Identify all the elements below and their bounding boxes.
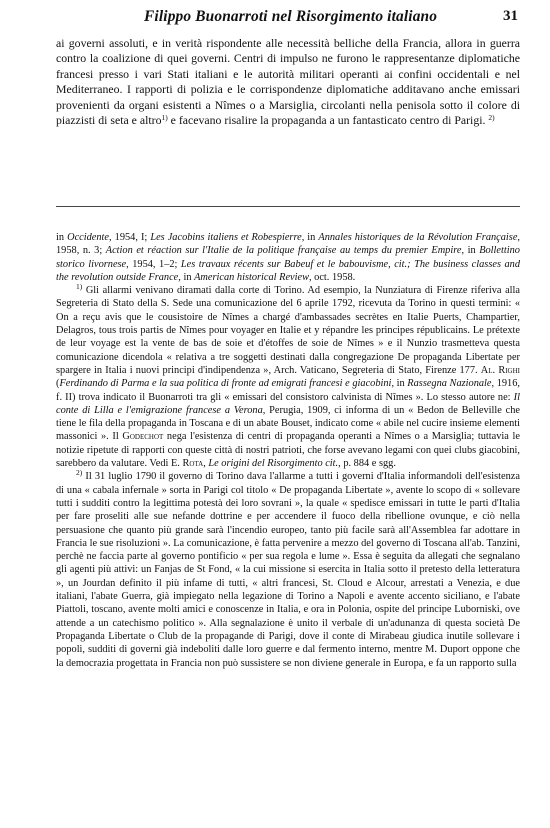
citation-title: Le origini del Risorgimento cit.	[208, 458, 339, 470]
citation-title: Ferdinando di Parma e la sua politica di fronte ad emigrati francesi e giacobini	[59, 378, 392, 390]
footnote-continuation: in Occidente, 1954, I; Les Jacobins italiens et Robespierre, in Annales historiques de la Révolution Française, 1958, n. 3; Action et réaction sur l'Italie de la politique française au temps du premier Empire, in Bollettino storico livornese, 1954, 1–2; Les travaux récents sur Babeuf et le babouvisme, cit.; The business classes and the revolution outside France, in American historical Review, oct. 1958.	[56, 232, 521, 283]
citation-title: Rassegna Nazionale	[407, 378, 492, 390]
author-name: Godechot	[122, 431, 164, 443]
citation-title: Action et réaction sur l'Italie de la politique française au temps du premier Empire	[105, 245, 462, 257]
citation-title: Les travaux récents sur Babeuf et le babouvisme, cit.; The business classes and the revolution outside France	[56, 258, 520, 283]
note-text: , Perugia, 1909, ci informa di un « Bedon de Belleville che tiene le fila della propaganda in Toscana e di un abate Bouset, indicato come « abile nel cucire insieme elementi massonici ». Il	[56, 404, 521, 443]
note-text: , 1958, n. 3;	[56, 232, 521, 257]
note-text: Il 31 luglio 1790 il governo di Torino dava l'allarme a tutti i governi d'Italia informandoli dell'esistenza di una « cabala infernale » sorta in Parigi col titolo « De propaganda Libertate », avente lo scopo di « sollevare tutti i sudditi contro la legittima potestà dei loro sovrani », la quale « spedisce emissari in tutte le parti d'Italia per fare proseliti alle sue nefande dottrine e per accendere il fuoco della ribellione ovunque, e ciò nella persuasione che quanto più grande sarà l'incendio europeo, tanto più facile sarà all'Assemblea far adottare in Francia le sue risoluzioni ». La comunicazione, è fatta pervenire a mezzo del governo di Toscana all'ab. Tanzini, perchè ne faccia parte al governo pontificio « per sua regola e lume ». Essa è seguita da allegati che segnalano gli agenti più attivi: un Fanjas de St Fond, « la cui missione si esercita in Italia sotto il pretesto della letteratura », un Jourdan definito il più infame di tutti, « altri francesi, St. Cloud e Alcour, arrestati a Venezia, e due italiani, l'abate Guerra, già impiegato nella legazione di Torino a Napoli e avente accento siciliano, e l'abate Piattoli, toscano, avente molti amici e conoscenze in Italia, e ora in Polonia, ospite del principe Luborniski, ove attende a un catechismo politico ». Alla segnalazione è unito il verbale di un'adunanza di questa società De Propaganda Libertate o Club de la propagande di Parigi, dove il conte di Mirabeau giudica inutile sollevare i popoli, sudditi di governi già indeboliti dalle loro guerre e dal fermento interno, mentre M. Duport oppone che la democrazia progettata in Francia non può sussistere se non diviene generale in Europa, e fa un rapporto sulla	[56, 471, 520, 669]
footnote-1	[56, 284, 520, 470]
footnote-ref-1: 1)	[161, 113, 168, 123]
note-text: , p. 884 e sgg.	[338, 458, 396, 470]
running-title: Filippo Buonarroti nel Risorgimento italiano	[144, 8, 438, 25]
citation-title: Occidente	[67, 232, 110, 243]
author-name: Al. Righi	[480, 364, 520, 376]
note-text: , in	[301, 232, 319, 243]
footnote-number: 1)	[76, 282, 83, 292]
citation-title: American historical Review	[194, 271, 309, 283]
footnotes	[56, 231, 520, 670]
author-name: Rota	[182, 458, 204, 470]
note-text: Gli allarmi venivano diramati dalla corte di Torino. Ad esempio, la Nunziatura di Firenze riferiva alla Segreteria di Stato della S. Sede una comunicazione del 6 aprile 1792, ricevuta da Torino in questi termini: « On a reçu avis que le cousistoire de Nîmes a chargé d'ambassades secrètes en Italie Puerts, Champartier, Delagros, tous trois partis de Nîmes pour voyager en Italie et y répandre les principes républicains. Le prétexte de leur voyage est la vente de bas de soie et d'étoffes de soie de Nîmes » e il Nunzio trasmetteva questa comunicazione dicendola « relativa a tre soggetti destinati dalla congregazione De propaganda Libertate per spargere in Italia i nuovi principi d'indipendenza », Arch. Vaticano, Segreteria di Stato, Firenze 177.	[56, 285, 520, 376]
note-text: (	[56, 378, 60, 390]
body-text: e facevano risalire la propaganda a un fantasticato centro di Parigi.	[167, 113, 486, 128]
note-text: , in	[461, 245, 480, 257]
note-text: , in	[178, 271, 195, 283]
citation-title: Les Jacobins italiens et Robespierre	[150, 232, 302, 243]
page-header	[56, 8, 518, 26]
body-paragraph	[56, 36, 520, 128]
footnote-rule	[56, 206, 520, 207]
note-text: , 1954, 1–2;	[126, 258, 181, 270]
note-text: , oct. 1958.	[309, 271, 356, 283]
page-number: 31	[503, 8, 518, 24]
footnote-number: 2)	[76, 468, 83, 478]
note-text: ,	[203, 458, 209, 470]
note-text: , in	[391, 378, 408, 390]
footnote-2	[56, 470, 520, 669]
citation-title: Annales historiques de la Révolution Française	[318, 232, 518, 243]
note-text: , 1916, f. II) trova indicato il Buonarroti tra gli « emissari del consistoro calvinista di Nîmes ». Lo stesso autore ne:	[56, 378, 520, 403]
note-text: , 1954, I;	[109, 232, 151, 243]
body-text: ai governi assoluti, e in verità rispondente alle necessità belliche della Francia, allora in guerra contro la coalizione di quei governi. Centri di impulso ne furono le rappresentanze diplomatiche francesi presso i vari Stati italiani e le autorità militari operanti ai confini occidentali e nel Mediterraneo. I rapporti di polizia e le corrispondenze diplomatiche additavano anche emissari provenienti da organi esistenti a Nîmes o a Marsiglia, circolanti nella penisola sotto il colore di piazzisti di seta e altro	[56, 36, 520, 128]
citation-title: Il conte di Lilla e l'emigrazione francese a Verona	[56, 391, 520, 416]
note-text: nega l'esistenza di centri di propaganda operanti a Nîmes o a Marsiglia; tuttavia le notizie ripetute di rapporti con queste città di nostri patrioti, che forse avevano legami con quei clubs giacobini, sarebbero da valutare. Vedi E.	[56, 431, 520, 470]
footnote-ref-2: 2)	[488, 113, 495, 123]
citation-title: Bollettino storico livornese	[56, 245, 520, 270]
